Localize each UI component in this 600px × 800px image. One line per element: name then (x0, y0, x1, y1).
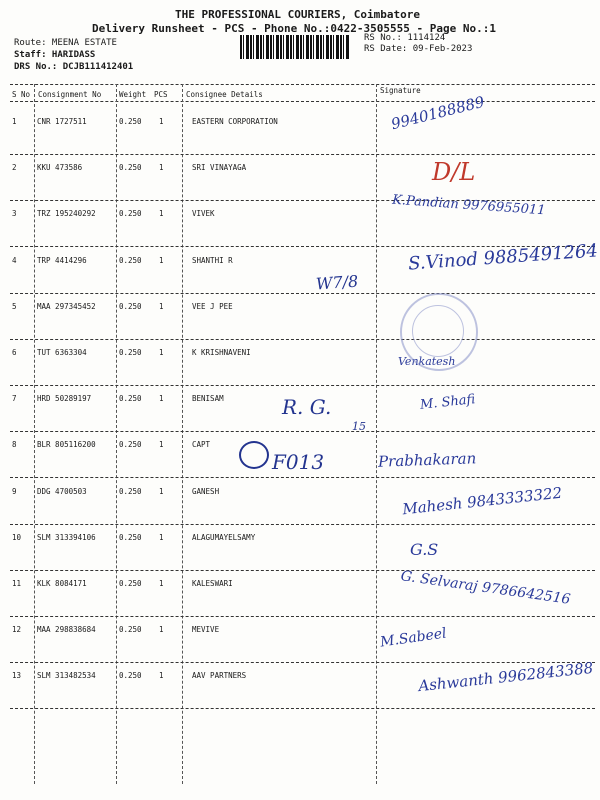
row-consignee: SRI VINAYAGA (192, 163, 247, 173)
row-divider (10, 708, 595, 709)
row-consignee: SHANTHI R (192, 255, 233, 265)
row-weight: 0.250 (119, 625, 142, 635)
row-signature: G.S (410, 539, 439, 559)
row-consignee: BENISAM (192, 394, 224, 404)
row-consignee: KALESWARI (192, 579, 233, 588)
row-consignment: MAA 298838684 (37, 625, 96, 635)
row-consignment: HRD 50289197 (37, 394, 92, 404)
row-pcs: 1 (159, 579, 164, 588)
row-signature: Mahesh 9843333322 (401, 483, 563, 518)
row-pcs: 1 (159, 348, 164, 357)
row-consignee: ALAGUMAYELSAMY (192, 532, 256, 542)
row-pcs: 1 (159, 532, 164, 542)
row-pcs: 1 (159, 163, 164, 173)
row-divider (10, 662, 595, 663)
row-consignment: SLM 313394106 (37, 532, 96, 542)
row-pcs: 1 (159, 486, 164, 496)
row-consignee: MEVIVE (192, 625, 220, 635)
row-weight: 0.250 (119, 579, 142, 588)
row-weight: 0.250 (119, 486, 142, 496)
row-consignee: VEE J PEE (192, 301, 233, 311)
row-signature: Venkatesh (398, 355, 456, 368)
rs-date: RS Date: 09-Feb-2023 (364, 44, 473, 54)
row-divider (10, 570, 595, 571)
row-signature: S.Vinod 9885491264 (407, 239, 599, 275)
row-divider (10, 616, 595, 617)
row-sno: 11 (12, 579, 22, 588)
row-sno: 6 (12, 348, 17, 357)
row-consignment: TUT 6363304 (37, 348, 87, 357)
drs-label: DRS No.: DCJB111412401 (14, 62, 134, 72)
row-consignment: DDG 4700503 (37, 486, 87, 496)
row-weight: 0.250 (119, 348, 142, 357)
header-sno: S No (12, 90, 31, 99)
handwritten-note: R. G. (282, 395, 332, 419)
col-divider-1 (34, 84, 35, 784)
barcode (240, 35, 350, 59)
row-pcs: 1 (159, 301, 164, 311)
row-consignee: VIVEK (192, 209, 215, 219)
handwritten-note: F013 (272, 450, 325, 474)
row-weight: 0.250 (119, 394, 142, 404)
circle-mark (239, 441, 269, 469)
row-consignee: EASTERN CORPORATION (192, 117, 278, 126)
row-divider (10, 293, 595, 294)
runsheet-title: Delivery Runsheet - PCS - Phone No.:0422-3505555 - Page No.:1 (92, 22, 496, 35)
row-weight: 0.250 (119, 440, 142, 450)
row-weight: 0.250 (119, 532, 142, 542)
row-consignee: K KRISHNAVENI (192, 348, 251, 357)
row-divider (10, 339, 595, 340)
row-divider (10, 524, 595, 525)
row-pcs: 1 (159, 117, 164, 126)
row-sno: 3 (12, 209, 17, 219)
row-pcs: 1 (159, 671, 164, 681)
row-weight: 0.250 (119, 671, 142, 681)
rs-no: RS No.: 1114124 (364, 33, 446, 43)
col-divider-4 (376, 84, 377, 784)
row-sno: 7 (12, 394, 17, 404)
row-consignee: CAPT (192, 440, 211, 450)
header-consignee: Consignee Details (186, 90, 263, 99)
row-weight: 0.250 (119, 255, 142, 265)
header-divider-bottom (10, 101, 595, 102)
row-divider (10, 154, 595, 155)
row-consignment: TRP 4414296 (37, 255, 87, 265)
row-consignment: TRZ 195240292 (37, 209, 96, 219)
row-pcs: 1 (159, 394, 164, 404)
row-pcs: 1 (159, 440, 164, 450)
row-signature: D/L (432, 158, 476, 187)
header-pcs: PCS (154, 90, 168, 99)
row-divider (10, 431, 595, 432)
row-signature: M. Shafi (419, 392, 476, 414)
row-signature: G. Selvaraj 9786642516 (399, 568, 572, 608)
row-consignee: GANESH (192, 486, 220, 496)
row-sno: 2 (12, 163, 17, 173)
row-pcs: 1 (159, 625, 164, 635)
row-pcs: 1 (159, 209, 164, 219)
header-consignment: Consignment No (38, 90, 102, 99)
row-pcs: 1 (159, 255, 164, 265)
row-sno: 4 (12, 255, 17, 265)
row-consignment: BLR 805116200 (37, 440, 96, 450)
row-weight: 0.250 (119, 301, 142, 311)
handwritten-note: 15 (352, 420, 366, 433)
row-sno: 13 (12, 671, 22, 681)
row-consignment: KLK 8084171 (37, 579, 87, 588)
col-divider-3 (182, 84, 183, 784)
staff-label: Staff: HARIDASS (14, 50, 96, 60)
row-consignee: AAV PARTNERS (192, 671, 247, 681)
company-title: THE PROFESSIONAL COURIERS, Coimbatore (175, 8, 421, 21)
row-sno: 5 (12, 301, 17, 311)
row-sno: 9 (12, 486, 17, 496)
route-label: Route: MEENA ESTATE (14, 38, 117, 48)
row-consignment: SLM 313482534 (37, 671, 96, 681)
header-signature: Signature (380, 86, 421, 95)
row-sno: 8 (12, 440, 17, 450)
handwritten-note: W7/8 (315, 271, 359, 294)
row-divider (10, 385, 595, 386)
row-divider (10, 477, 595, 478)
row-consignment: CNR 1727511 (37, 117, 87, 126)
row-signature: K.Pandian 9976955011 (391, 193, 546, 219)
row-consignment: MAA 297345452 (37, 301, 96, 311)
header-weight: Weight (119, 90, 147, 99)
row-sno: 12 (12, 625, 22, 635)
row-weight: 0.250 (119, 163, 142, 173)
row-consignment: KKU 473586 (37, 163, 83, 173)
row-sno: 10 (12, 532, 22, 542)
header-divider-top (10, 84, 595, 85)
company-stamp (400, 293, 478, 371)
row-weight: 0.250 (119, 209, 142, 219)
row-signature: 9940188889 (389, 92, 487, 134)
col-divider-2 (116, 84, 117, 784)
row-signature: Ashwanth 9962843388 (417, 659, 594, 696)
row-sno: 1 (12, 117, 17, 126)
row-weight: 0.250 (119, 117, 142, 126)
row-signature: M.Sabeel (379, 625, 448, 651)
row-signature: Prabhakaran (377, 449, 477, 472)
